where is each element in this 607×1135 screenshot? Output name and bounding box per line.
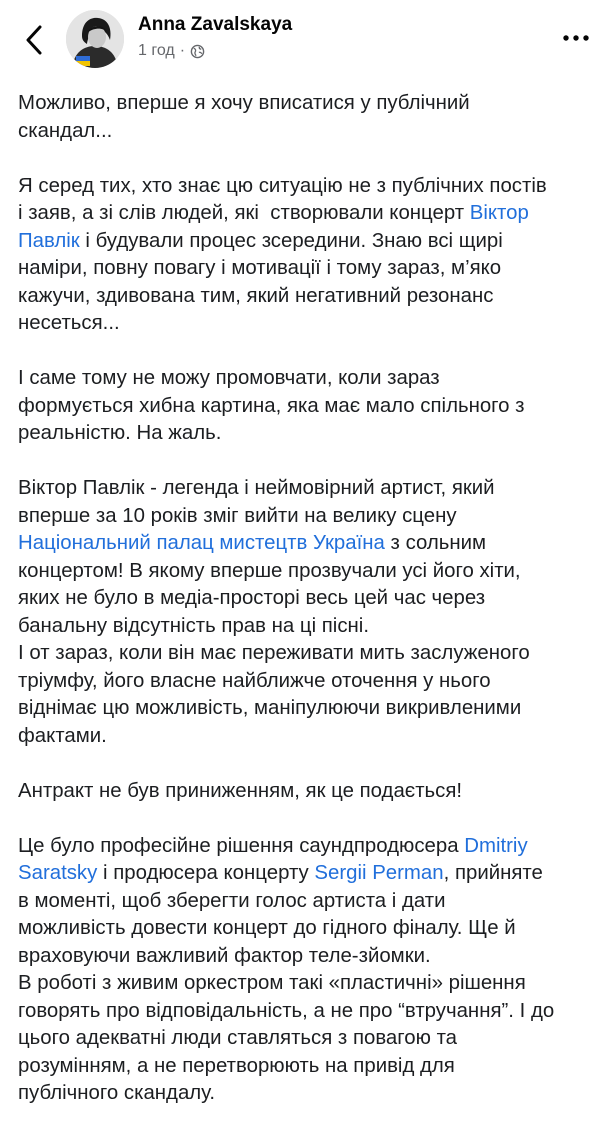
post-body bbox=[18, 90, 600, 1135]
post-paragraph: Антракт не був приниженням, як це подається! bbox=[18, 779, 463, 802]
post-text: Це було професійне рішення саундпродюсера bbox=[18, 834, 465, 857]
avatar[interactable] bbox=[66, 10, 124, 68]
post-time[interactable]: 1 год bbox=[138, 42, 175, 59]
post-paragraph bbox=[18, 475, 600, 750]
mention-national-palace-of-arts[interactable]: Національний палац мистецтв Україна bbox=[18, 532, 385, 554]
post-paragraph: Можливо, вперше я хочу вписатися у публічний скандал... bbox=[18, 92, 470, 142]
meta-separator: · bbox=[179, 42, 186, 59]
more-horizontal-icon bbox=[562, 34, 590, 42]
post-text: Я серед тих, хто знає цю ситуацію не з публічних постів і заяв, а зі слів людей, які створювали концерт bbox=[18, 174, 547, 224]
mention-viktor-pavlik[interactable]: Віктор Павлік bbox=[18, 202, 529, 252]
more-options-button[interactable] bbox=[558, 26, 594, 50]
post-text: і продюсера концерту bbox=[97, 862, 315, 884]
post-text: Віктор Павлік - легенда і неймовірний артист, який вперше за 10 років зміг вийти на велику сцену bbox=[18, 477, 495, 527]
author-name[interactable]: Anna Zavalskaya bbox=[138, 14, 293, 35]
post-paragraph bbox=[18, 833, 600, 1108]
post-meta bbox=[138, 42, 205, 60]
chevron-left-icon bbox=[25, 24, 43, 56]
mention-dmitriy-saratsky[interactable]: Dmitriy Saratsky bbox=[18, 834, 528, 884]
back-button[interactable] bbox=[18, 20, 50, 60]
post-text: , прийняте в моменті, щоб зберегти голос артиста і дати можливість довести концерт до гідного фіналу. Ще й враховуючи важливий фактор теле-зйомки. В роботі з живим оркестром такі «пластичні» рішення говорять про відповідальність, а не про “втручання”. І до цього адекватні люди ставляться з повагою та розумінням, а не перетворюють на привід для публічного скандалу. bbox=[18, 862, 555, 1104]
mention-sergii-perman[interactable]: Sergii Perman bbox=[314, 862, 444, 884]
profile-photo bbox=[66, 10, 124, 68]
post-text: і будували процес зсередини. Знаю всі щирі наміри, повну повагу і мотивації і тому зараз, м’яко кажучи, здивована тим, який негативний резонанс несеться... bbox=[18, 229, 503, 334]
post-text: з сольним концертом! В якому вперше прозвучали усі його хіти, яких не було в медіа-просторі весь цей час через банальну відсутність прав на ці пісні. І от зараз, коли він має переживати мить заслуженого тріумфу, його власне найближче оточення у нього віднімає цю можливість, маніпулюючи викривленими фактами. bbox=[18, 532, 530, 747]
post-paragraph: І саме тому не можу промовчати, коли зараз формується хибна картина, яка має мало спільного з реальністю. На жаль. bbox=[18, 367, 525, 444]
post-header bbox=[0, 0, 607, 84]
post-paragraph bbox=[18, 173, 600, 338]
globe-icon bbox=[190, 44, 205, 59]
